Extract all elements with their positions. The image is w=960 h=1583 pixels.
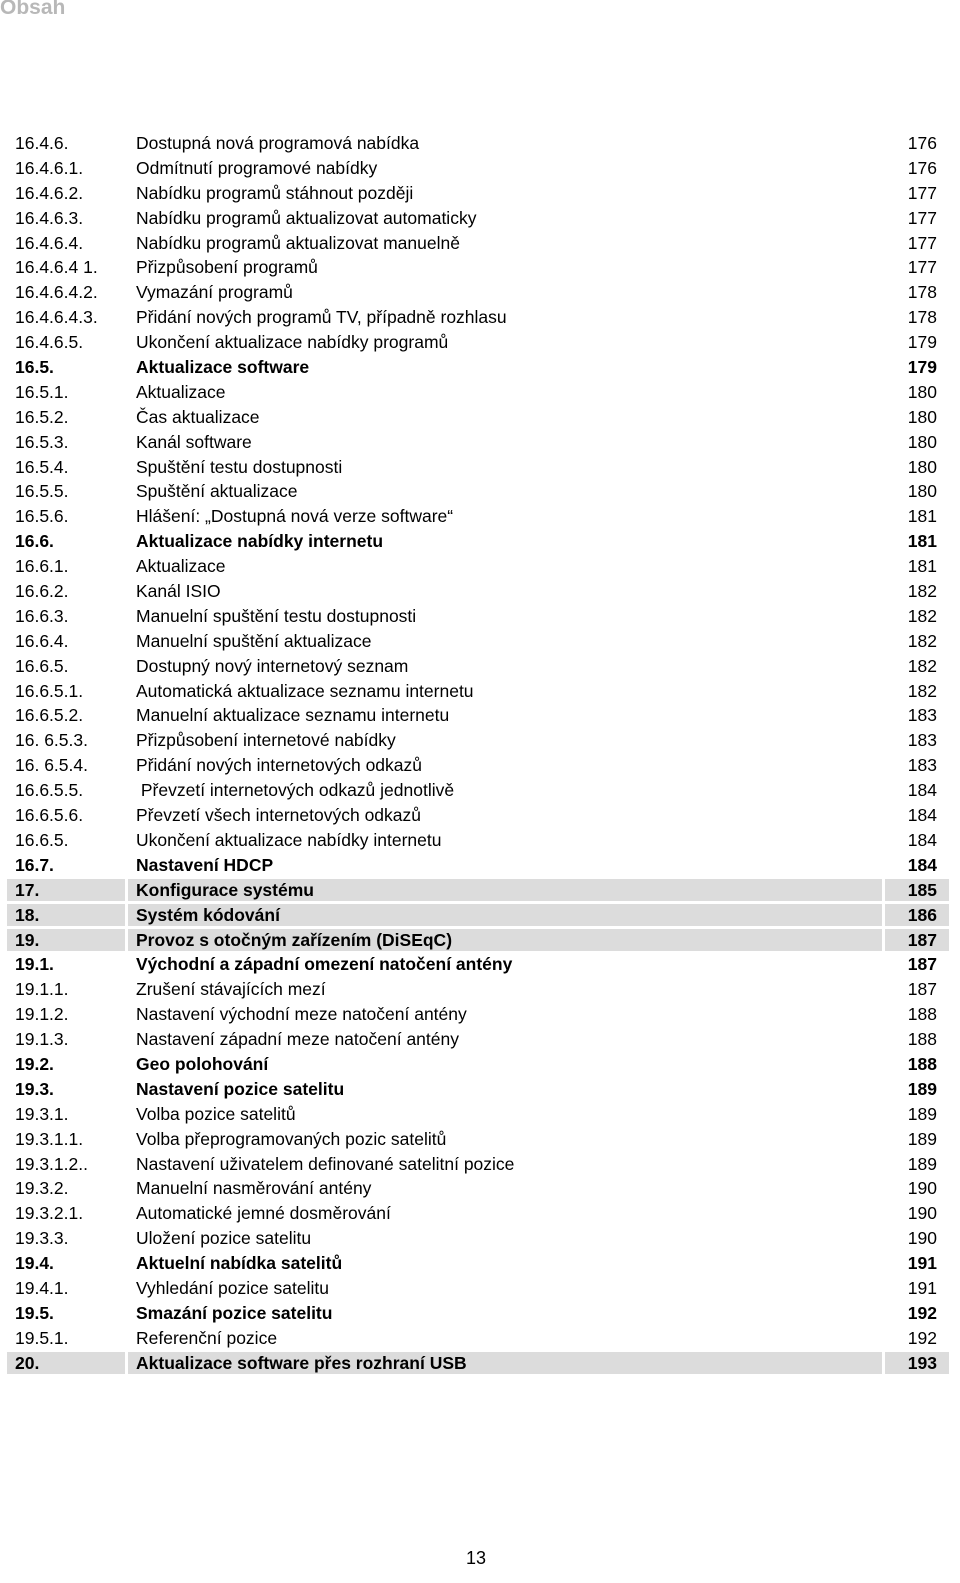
toc-entry-title: Manuelní nasměrování antény	[136, 1178, 372, 1199]
toc-row	[7, 1201, 949, 1226]
toc-entry-page: 177	[907, 182, 937, 203]
toc-entry-page: 182	[907, 630, 937, 651]
toc-entry-page: 190	[907, 1178, 937, 1199]
toc-entry-title: Dostupný nový internetový seznam	[136, 655, 409, 676]
toc-entry-number: 16.5.6.	[15, 506, 69, 527]
toc-entry-number: 16.4.6.5.	[15, 332, 84, 353]
toc-entry-title: Kanál software	[136, 431, 252, 452]
toc-entry-title: Aktuelní nabídka satelitů	[136, 1253, 343, 1274]
toc-entry-page: 190	[907, 1203, 937, 1224]
toc-entry-title: Východní a západní omezení natočení antény	[136, 954, 513, 975]
toc-entry-title: Spuštění aktualizace	[136, 481, 298, 502]
toc-entry-title: Aktualizace software	[136, 357, 310, 378]
toc-row	[7, 579, 949, 604]
toc-entry-title: Manuelní spuštění testu dostupnosti	[136, 605, 417, 626]
toc-entry-page: 189	[907, 1078, 937, 1099]
toc-entry-title: Geo polohování	[136, 1053, 269, 1074]
toc-entry-number: 16.6.5.1.	[15, 680, 84, 701]
toc-entry-page: 187	[907, 929, 937, 950]
toc-entry-page: 183	[907, 730, 937, 751]
toc-row	[7, 1102, 949, 1127]
table-of-contents	[7, 131, 949, 1376]
toc-entry-page: 187	[907, 979, 937, 1000]
page-header-title: Obsah	[0, 0, 66, 19]
toc-entry-title: Nabídku programů aktualizovat manuelně	[136, 232, 460, 253]
toc-entry-number: 19.4.	[15, 1253, 54, 1274]
toc-row	[7, 654, 949, 679]
toc-entry-number: 16.4.6.2.	[15, 182, 84, 203]
toc-row	[7, 878, 949, 903]
toc-entry-number: 16.5.3.	[15, 431, 69, 452]
toc-row	[7, 604, 949, 629]
toc-entry-page: 181	[907, 506, 937, 527]
toc-entry-page: 181	[907, 556, 937, 577]
toc-entry-title: Smazání pozice satelitu	[136, 1302, 333, 1323]
toc-entry-number: 16.6.4.	[15, 630, 69, 651]
toc-row	[7, 778, 949, 803]
toc-entry-title: Nastavení uživatelem definované satelitní pozice	[136, 1153, 515, 1174]
toc-row	[7, 952, 949, 977]
toc-row	[7, 380, 949, 405]
toc-row	[7, 1152, 949, 1177]
toc-entry-page: 191	[907, 1277, 937, 1298]
toc-entry-title: Vyhledání pozice satelitu	[136, 1277, 329, 1298]
toc-entry-title: Automatické jemné dosměrování	[136, 1203, 391, 1224]
toc-entry-page: 179	[907, 357, 937, 378]
toc-row	[7, 753, 949, 778]
toc-entry-number: 16.6.	[15, 531, 54, 552]
toc-entry-number: 19.2.	[15, 1053, 54, 1074]
toc-entry-number: 16.5.2.	[15, 406, 69, 427]
toc-entry-number: 16.7.	[15, 854, 54, 875]
toc-entry-title: Převzetí internetových odkazů jednotlivě	[136, 780, 455, 801]
toc-row	[7, 1052, 949, 1077]
toc-row	[7, 280, 949, 305]
toc-entry-title: Nabídku programů aktualizovat automaticky	[136, 207, 477, 228]
toc-entry-title: Kanál ISIO	[136, 581, 221, 602]
toc-entry-number: 20.	[15, 1352, 40, 1373]
toc-entry-number: 16.5.1.	[15, 381, 69, 402]
toc-entry-number: 16.5.5.	[15, 481, 69, 502]
toc-entry-page: 180	[907, 406, 937, 427]
toc-entry-title: Provoz s otočným zařízením (DiSEqC)	[136, 929, 453, 950]
toc-entry-page: 177	[907, 232, 937, 253]
toc-entry-title: Přizpůsobení internetové nabídky	[136, 730, 396, 751]
toc-entry-number: 16. 6.5.4.	[15, 755, 88, 776]
toc-entry-page: 186	[907, 904, 937, 925]
toc-entry-number: 19.3.2.1.	[15, 1203, 84, 1224]
toc-entry-page: 188	[907, 1053, 937, 1074]
toc-entry-page: 191	[907, 1253, 937, 1274]
toc-entry-title: Dostupná nová programová nabídka	[136, 133, 420, 153]
page-number: 13	[466, 1548, 487, 1568]
toc-entry-page: 188	[907, 1004, 937, 1025]
toc-entry-number: 16.6.5.6.	[15, 805, 84, 826]
toc-entry-number: 19.5.	[15, 1302, 54, 1323]
toc-entry-number: 16.6.5.5.	[15, 780, 84, 801]
toc-entry-page: 188	[907, 1029, 937, 1050]
toc-entry-title: Aktualizace nabídky internetu	[136, 531, 384, 552]
toc-entry-page: 184	[907, 829, 937, 850]
toc-entry-page: 179	[907, 332, 937, 353]
toc-entry-number: 18.	[15, 904, 40, 925]
toc-entry-number: 19.3.1.1.	[15, 1128, 84, 1149]
toc-entry-number: 16.6.1.	[15, 556, 69, 577]
toc-entry-title: Volba pozice satelitů	[136, 1103, 296, 1124]
toc-entry-page: 182	[907, 680, 937, 701]
toc-row	[7, 479, 949, 504]
toc-entry-title: Odmítnutí programové nabídky	[136, 157, 378, 178]
toc-row	[7, 928, 949, 953]
toc-entry-number: 19.1.3.	[15, 1029, 69, 1050]
toc-row	[7, 728, 949, 753]
toc-row	[7, 1077, 949, 1102]
toc-entry-title: Aktualizace	[136, 381, 226, 402]
toc-entry-page: 183	[907, 705, 937, 726]
toc-entry-page: 184	[907, 780, 937, 801]
toc-entry-title: Vymazání programů	[136, 282, 293, 303]
toc-entry-number: 19.3.2.	[15, 1178, 69, 1199]
toc-entry-title: Nastavení pozice satelitu	[136, 1078, 345, 1099]
toc-entry-page: 182	[907, 605, 937, 626]
toc-entry-page: 178	[907, 307, 937, 328]
toc-row	[7, 131, 949, 156]
toc-row	[7, 803, 949, 828]
toc-row	[7, 330, 949, 355]
toc-entry-page: 182	[907, 655, 937, 676]
toc-entry-page: 192	[907, 1327, 937, 1348]
toc-entry-title: Automatická aktualizace seznamu internetu	[136, 680, 474, 701]
toc-row	[7, 679, 949, 704]
toc-entry-number: 19.3.	[15, 1078, 54, 1099]
toc-entry-number: 19.3.3.	[15, 1228, 69, 1249]
toc-entry-page: 176	[907, 157, 937, 178]
toc-entry-page: 184	[907, 854, 937, 875]
toc-entry-number: 19.1.2.	[15, 1004, 69, 1025]
toc-entry-number: 19.3.1.	[15, 1103, 69, 1124]
toc-row	[7, 1351, 949, 1376]
toc-entry-page: 180	[907, 456, 937, 477]
toc-entry-page: 184	[907, 805, 937, 826]
toc-entry-page: 180	[907, 381, 937, 402]
toc-row	[7, 1027, 949, 1052]
toc-row	[7, 629, 949, 654]
toc-entry-number: 16.4.6.4.3.	[15, 307, 98, 328]
toc-entry-page: 187	[907, 954, 937, 975]
toc-row	[7, 554, 949, 579]
toc-entry-page: 189	[907, 1128, 937, 1149]
toc-entry-title: Referenční pozice	[136, 1327, 278, 1348]
toc-row	[7, 1251, 949, 1276]
toc-row	[7, 181, 949, 206]
toc-entry-number: 17.	[15, 879, 40, 900]
toc-entry-page: 185	[907, 879, 937, 900]
toc-entry-page: 181	[907, 531, 937, 552]
toc-entry-title: Aktualizace	[136, 556, 226, 577]
toc-row	[7, 305, 949, 330]
toc-entry-title: Nastavení západní meze natočení antény	[136, 1029, 459, 1050]
toc-entry-number: 16.4.6.4 1.	[15, 257, 98, 278]
toc-entry-title: Manuelní spuštění aktualizace	[136, 630, 372, 651]
toc-row	[7, 430, 949, 455]
toc-entry-number: 16.6.5.2.	[15, 705, 84, 726]
toc-entry-page: 183	[907, 755, 937, 776]
toc-row	[7, 355, 949, 380]
toc-row	[7, 1002, 949, 1027]
toc-entry-number: 16.6.2.	[15, 581, 69, 602]
toc-row	[7, 529, 949, 554]
toc-entry-title: Volba přeprogramovaných pozic satelitů	[136, 1128, 447, 1149]
toc-entry-number: 16. 6.5.3.	[15, 730, 88, 751]
toc-row	[7, 206, 949, 231]
toc-entry-number: 16.5.	[15, 357, 54, 378]
toc-entry-number: 19.5.1.	[15, 1327, 69, 1348]
toc-row	[7, 828, 949, 853]
toc-entry-title: Přidání nových programů TV, případně rozhlasu	[136, 307, 507, 328]
toc-entry-number: 19.	[15, 929, 40, 950]
toc-entry-title: Přizpůsobení programů	[136, 257, 318, 278]
toc-entry-page: 192	[907, 1302, 937, 1323]
toc-entry-title: Spuštění testu dostupnosti	[136, 456, 343, 477]
toc-entry-page: 189	[907, 1153, 937, 1174]
toc-entry-number: 16.6.5.	[15, 829, 69, 850]
toc-entry-page: 177	[907, 207, 937, 228]
toc-entry-title: Uložení pozice satelitu	[136, 1228, 312, 1249]
toc-entry-title: Ukončení aktualizace nabídky programů	[136, 332, 449, 353]
toc-entry-page: 178	[907, 282, 937, 303]
toc-entry-number: 16.6.5.	[15, 655, 69, 676]
toc-entry-number: 16.5.4.	[15, 456, 69, 477]
toc-entry-title: Zrušení stávajících mezí	[136, 979, 326, 1000]
toc-row	[7, 703, 949, 728]
toc-entry-title: Nastavení HDCP	[136, 854, 274, 875]
toc-entry-title: Čas aktualizace	[136, 406, 260, 427]
toc-entry-title: Konfigurace systému	[136, 879, 314, 900]
toc-entry-page: 176	[907, 133, 937, 153]
toc-entry-number: 16.4.6.1.	[15, 157, 84, 178]
toc-entry-title: Aktualizace software přes rozhraní USB	[136, 1352, 467, 1373]
toc-entry-number: 16.6.3.	[15, 605, 69, 626]
toc-entry-page: 180	[907, 431, 937, 452]
toc-entry-page: 189	[907, 1103, 937, 1124]
toc-row	[7, 1326, 949, 1351]
toc-row	[7, 853, 949, 878]
toc-row	[7, 255, 949, 280]
toc-row	[7, 1127, 949, 1152]
toc-entry-title: Nabídku programů stáhnout později	[136, 182, 414, 203]
toc-row	[7, 156, 949, 181]
toc-row	[7, 1226, 949, 1251]
toc-entry-number: 19.1.	[15, 954, 54, 975]
toc-row	[7, 504, 949, 529]
toc-entry-title: Systém kódování	[136, 904, 280, 925]
toc-entry-title: Manuelní aktualizace seznamu internetu	[136, 705, 450, 726]
toc-row	[7, 1301, 949, 1326]
toc-entry-page: 190	[907, 1228, 937, 1249]
toc-entry-page: 180	[907, 481, 937, 502]
toc-entry-number: 16.4.6.3.	[15, 207, 84, 228]
toc-entry-number: 16.4.6.4.	[15, 232, 84, 253]
toc-row	[7, 231, 949, 256]
toc-row	[7, 405, 949, 430]
toc-entry-title: Převzetí všech internetových odkazů	[136, 805, 422, 826]
toc-entry-title: Nastavení východní meze natočení antény	[136, 1004, 467, 1025]
toc-row	[7, 1176, 949, 1201]
toc-entry-number: 19.4.1.	[15, 1277, 69, 1298]
toc-entry-number: 16.4.6.4.2.	[15, 282, 98, 303]
toc-row	[7, 1276, 949, 1301]
toc-entry-page: 193	[907, 1352, 937, 1373]
toc-row	[7, 455, 949, 480]
toc-entry-number: 19.3.1.2..	[15, 1153, 88, 1174]
toc-entry-number: 19.1.1.	[15, 979, 69, 1000]
toc-entry-page: 182	[907, 581, 937, 602]
toc-entry-number: 16.4.6.	[15, 133, 69, 153]
toc-entry-title: Hlášení: „Dostupná nová verze software“	[136, 506, 454, 527]
toc-row	[7, 977, 949, 1002]
toc-entry-page: 177	[907, 257, 937, 278]
toc-row	[7, 903, 949, 928]
toc-entry-title: Přidání nových internetových odkazů	[136, 755, 422, 776]
toc-entry-title: Ukončení aktualizace nabídky internetu	[136, 829, 442, 850]
